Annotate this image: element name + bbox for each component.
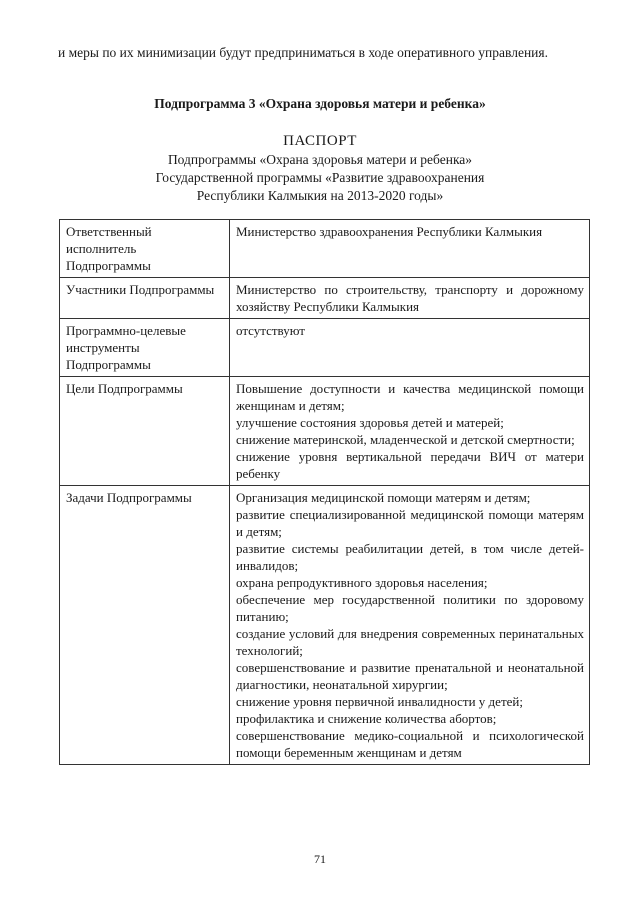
value-line: совершенствование и развитие пренатальной и неонатальной диагностики, неонатальной хирургии; — [236, 660, 584, 692]
value-line: совершенствование медико-социальной и психологической помощи беременным женщинам и детям — [236, 728, 584, 760]
row-value — [230, 486, 590, 765]
row-value — [230, 319, 590, 377]
value-line: Повышение доступности и качества медицинской помощи женщинам и детям; — [236, 381, 584, 413]
row-value — [230, 278, 590, 319]
row-label: Задачи Подпрограммы — [60, 486, 230, 765]
value-line: профилактика и снижение количества абортов; — [236, 711, 497, 726]
intro-paragraph: и меры по их минимизации будут предприниматься в ходе оперативного управления. — [58, 45, 548, 60]
passport-subtitle-line: Государственной программы «Развитие здравоохранения — [155, 170, 485, 185]
passport-subtitle-line: Подпрограммы «Охрана здоровья матери и ребенка» — [167, 152, 473, 167]
value-line: снижение уровня первичной инвалидности у детей; — [236, 694, 523, 709]
value-line: отсутствуют — [236, 323, 305, 338]
row-label: Программно-целевые инструменты Подпрограммы — [60, 319, 230, 377]
passport-subtitle-line: Республики Калмыкия на 2013-2020 годы» — [196, 188, 444, 203]
subprogram-heading: Подпрограмма 3 «Охрана здоровья матери и ребенка» — [154, 96, 486, 111]
row-value — [230, 377, 590, 486]
row-label: Цели Подпрограммы — [60, 377, 230, 486]
row-label: Ответственный исполнитель Подпрограммы — [60, 220, 230, 278]
passport-title: ПАСПОРТ — [283, 133, 357, 149]
value-line: улучшение состояния здоровья детей и матерей; — [236, 415, 504, 430]
passport-subtitle — [0, 151, 640, 205]
row-value — [230, 220, 590, 278]
value-line: охрана репродуктивного здоровья населения; — [236, 575, 488, 590]
passport-table — [59, 219, 590, 765]
value-line: снижение уровня вертикальной передачи ВИЧ от матери ребенку — [236, 449, 584, 481]
page-number: 71 — [314, 852, 326, 866]
value-line: снижение материнской, младенческой и детской смертности; — [236, 432, 575, 447]
value-line: развитие специализированной медицинской помощи матерям и детям; — [236, 507, 584, 539]
table-row-instruments — [60, 319, 590, 377]
table-row-participants — [60, 278, 590, 319]
value-line: Организация медицинской помощи матерям и детям; — [236, 490, 531, 505]
value-line: Министерство по строительству, транспорту и дорожному хозяйству Республики Калмыкия — [236, 282, 584, 314]
table-row-tasks — [60, 486, 590, 765]
value-line: Министерство здравоохранения Республики Калмыкия — [236, 224, 543, 239]
row-label: Участники Подпрограммы — [60, 278, 230, 319]
value-line: создание условий для внедрения современных перинатальных технологий; — [236, 626, 584, 658]
table-row-responsible — [60, 220, 590, 278]
value-line: обеспечение мер государственной политики по здоровому питанию; — [236, 592, 584, 624]
value-line: развитие системы реабилитации детей, в том числе детей-инвалидов; — [236, 541, 584, 573]
table-row-goals — [60, 377, 590, 486]
